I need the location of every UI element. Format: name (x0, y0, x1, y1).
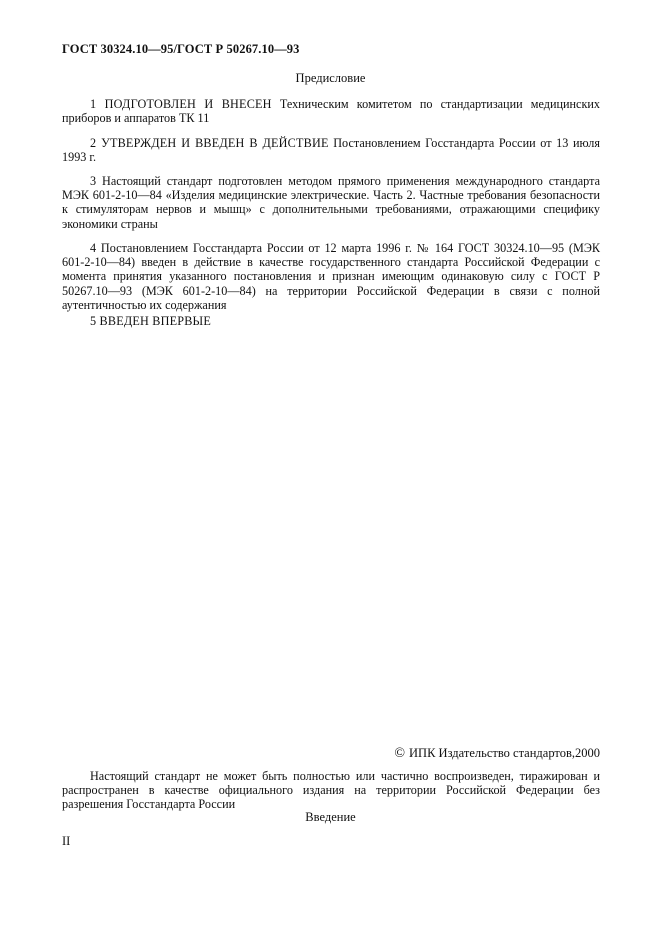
foreword-title: Предисловие (295, 71, 366, 85)
paragraph-lead: 1 ПОДГОТОВЛЕН И ВНЕСЕН (90, 97, 272, 111)
standard-code-header: ГОСТ 30324.10—95/ГОСТ Р 50267.10—93 (62, 42, 300, 56)
foreword-paragraph-5 (62, 314, 600, 328)
copyright-text: ИПК Издательство стандартов,2000 (409, 746, 600, 760)
page-number: II (62, 834, 71, 848)
foreword-paragraph-4 (62, 241, 600, 312)
paragraph-lead: 2 УТВЕРЖДЕН И ВВЕДЕН В ДЕЙСТВИЕ (90, 136, 329, 150)
reproduction-notice: Настоящий стандарт не может быть полностью или частично воспроизведен, тиражирован и распространен в качестве официального издания на территории Российской Федерации без разрешения Госстандарта России (62, 769, 600, 812)
foreword-paragraph-2 (62, 136, 600, 164)
paragraph-lead: 5 ВВЕДЕН ВПЕРВЫЕ (90, 314, 212, 328)
copyright-symbol: © (394, 746, 406, 761)
foreword-paragraph-3 (62, 174, 600, 231)
introduction-heading: Введение (305, 810, 356, 824)
paragraph-text: Постановлением Госстандарта России от 13 июля 1993 г. (62, 136, 600, 165)
paragraph-text: 4 Постановлением Госстандарта России от 12 марта 1996 г. № 164 ГОСТ 30324.10—95 (МЭК 601-2-10—84) введен в действие в качестве государственного стандарта Российской Федерации с момента принятия указанного постановления и признан имеющим одинаковую силу с ГОСТ Р 50267.10—93 (МЭК 601-2-10—84) на территории Российской Федерации в связи с полной аутентичностью их содержания (62, 241, 600, 312)
copyright-line (394, 746, 600, 762)
paragraph-text: 3 Настоящий стандарт подготовлен методом прямого применения международного стандарта МЭК 601-2-10—84 «Изделия медицинские электрические. Часть 2. Частные требования безопасности к стимуляторам нервов и мышц» с дополнительными требованиями, отражающими специфику экономики страны (62, 174, 600, 231)
foreword-paragraph-1 (62, 97, 600, 125)
paragraph-text: Техническим комитетом по стандартизации медицинских приборов и аппаратов ТК 11 (62, 97, 600, 126)
